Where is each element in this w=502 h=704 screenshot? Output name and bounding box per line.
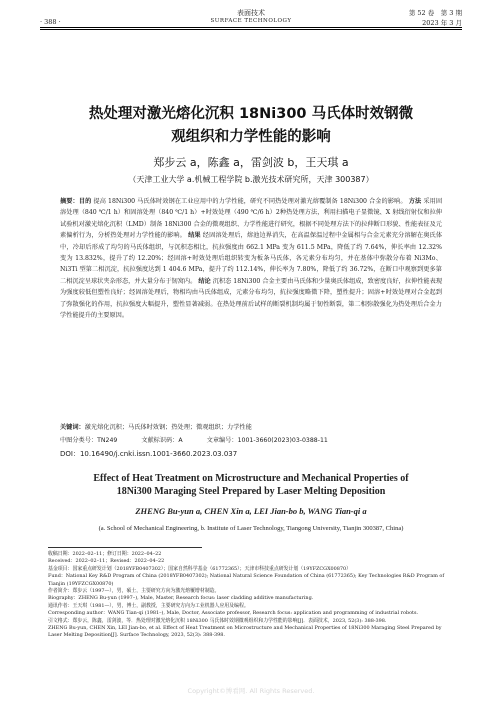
article-id: 文章编号：1001-3660(2023)03-0388-11 [206,437,328,444]
authors-en: ZHENG Bu-yun a, CHEN Xin a, LEI Jian-bo b, WANG Tian-qi a [135,506,367,516]
footnote-received-en: Received：2022–02–11；Revised：2022–04–22 [48,558,165,565]
journal-name-en: SURFACE TECHNOLOGY [210,18,292,24]
issue-date: 2023 年 3 月 [422,19,462,27]
footnote-rule [48,547,202,548]
title-en [30,473,472,498]
journal-name-cn: 表面技术 [237,9,265,17]
footnote-corr-cn: 通讯作者：王天琪（1981—），男，博士，副教授，主要研究方向为工业机器人应用及编程。 [48,602,249,609]
abstract [60,196,442,321]
title-en-line1: Effect of Heat Treatment on Microstructure and Mechanical Properties of [93,473,409,484]
volume-issue: 第 52 卷 第 3 期 [408,9,462,17]
classification [60,435,442,444]
purpose-label: 目的 [78,198,92,205]
result-label: 结果 [188,232,201,240]
abstract-label: 摘要： [60,198,79,205]
title-cn-line1: 热处理对激光熔化沉积 18Ni300 马氏体时效钢微 [88,106,414,122]
footnote-bio-en: Biography：ZHENG Bu-yun (1997–), Male, Master, Research focus: laser cladding additive manufacturing. [48,595,314,602]
keywords-text: 激光熔化沉积；马氏体时效钢；热处理；微观组织；力学性能 [84,424,252,431]
affiliation-en: (a. School of Mechanical Engineering, b. Institute of Laser Technology, Tiangong University, Tianjin 300387, China) [98,525,404,532]
result-text: 经固溶处理后，熔池边界消失，在高温保温过程中金属相与合金元素充分溶解在奥氏体中，冷却后形成了均匀的马氏体组织，与沉积态相比，抗拉强度由 662.1 MPa 变为 611.5 MPa，降低了约 7.64%，伸长率由 12.32% 变为 13.832%，提升了约 12.20%；经固溶+时效处理后组织转变为板条马氏体，各元素分布均匀，并在基体中弥散分布着 Ni3Mo、Ni3Ti 型第二相沉淀，抗拉强度达到 1 404.6 MPa，提升了约 112.14%，伸长率为 7.80%，降低了约 36.72%，在断口中观察到更多第二相沉淀呈球状夹杂形态，并大量分布于韧窝内。 [60,232,443,285]
footnote-fund-en: Fund：National Key R&D Program of China (2018YFB0407302); National Natural Science Foundation of China (61772365); Key Technologies R&D Program of Tianjin (19YFZCGX00870) [48,573,445,587]
document-code: 文献标识码：A [141,437,183,444]
footnote-corr-en: Corresponding author：WANG Tian-qi (1981–), Male, Doctor, Associate professor, Research focus: application and programming of industrial robots. [48,610,419,617]
header-rule-thin [40,29,462,30]
footnote-bio-cn: 作者简介：郑步云（1997—），男，硕士，主要研究方向为激光熔覆增材制造。 [48,588,220,595]
title-cn [20,103,482,149]
footnote-fund-cn: 基金项目：国家重点研发计划（2018YFB0407302）；国家自然科学基金（61772365）；天津市科技重点研发计划（19YFZCGX00870） [48,565,351,572]
footnote-cite-en: ZHENG Bu-yun, CHEN Xin, LEI Jian-bo, et al. Effect of Heat Treatment on Microstructure and Mechanical Properties of 18Ni300 Maraging Steel Prepared by Laser Melting Deposition[J]. Surface Technology, 2023, 52(3): 388-398. [48,625,442,639]
authors-cn: 郑步云 a，陈鑫 a，雷剑波 b，王天琪 a [153,156,349,169]
footnotes [48,551,454,640]
conclusion-label: 结论 [198,277,211,285]
title-en-line2: 18Ni300 Maraging Steel Prepared by Laser Melting Deposition [116,485,386,497]
keywords [60,422,442,431]
affiliation-cn: （天津工业大学 a.机械工程学院 b.激光技术研究所，天津 300387） [128,175,374,184]
page-number: · 388 · [40,18,61,26]
copyright-watermark: Copyright©博看网. All Rights Reserved. [187,687,315,695]
purpose-text: 提高 18Ni300 马氏体时效钢在工业应用中的力学性能，研究不同热处理对激光熔覆制备 18Ni300 合金的影响。 [93,198,407,205]
conclusion-text: 沉积态 18Ni300 合金主要由马氏体和少量奥氏体组成，致密度良好，拉伸性能表现为强度较低但塑性良好；经固溶处理后，物相均由马氏体组成，元素分布均匀，抗拉强度略微下降，塑性提升；固溶+时效处理对合金起到了弥散强化的作用，抗拉强度大幅提升，塑性显著减弱。在热处理前后试样的断裂机制均属于韧性断裂，第二相弥散强化为热处理后合金力学性能提升的主要原因。 [60,277,443,320]
method-label: 方法 [408,198,422,205]
method-text: 采用固溶处理（840 ℃/1 h）和固溶处理（840 ℃/1 h）+时效处理（490 ℃/6 h）2种热处理方法，利用扫描电子显微镜、X 射线衍射仪和拉伸试验机对激光熔化沉积（LMD）制备 18Ni300 合金的微观组织、力学性能进行研究，根据不同处理方法下的拉伸断口形貌、性能表征及元素偏析行为，分析热处理对力学性能的影响。 [60,198,443,240]
footnote-cite-cn: 引文格式：郑步云，陈鑫，雷剑波，等．热处理对激光熔化沉积 18Ni300 马氏体时效钢微观组织和力学性能的影响[J]．表面技术，2023, 52(3): 388-398. [48,617,387,624]
doi: DOI：10.16490/j.cnki.issn.1001-3660.2023.03.037 [60,450,238,458]
keywords-label: 关键词： [60,424,85,431]
title-cn-line2: 观组织和力学性能的影响 [171,129,331,145]
footnote-received-cn: 收稿日期：2022–02–11；修订日期：2022–04–22 [48,551,162,557]
header-rule [40,27,462,28]
clc-number: 中图分类号：TN249 [60,437,118,444]
